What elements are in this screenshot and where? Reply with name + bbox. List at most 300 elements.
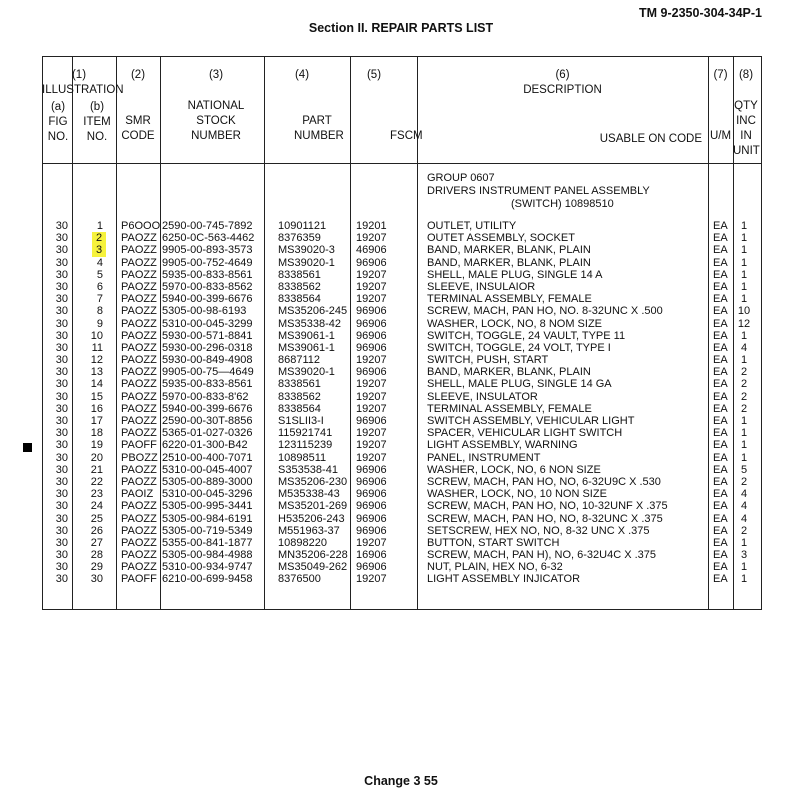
cell-fscm: 96906: [356, 475, 387, 488]
header-usable-on-code: USABLE ON CODE: [599, 133, 702, 145]
cell-um: EA: [713, 268, 728, 281]
cell-item: 9: [96, 317, 103, 330]
table-row: [0, 573, 802, 585]
cell-smr: PAOZZ: [121, 366, 157, 379]
cell-item: 8: [96, 305, 103, 318]
cell-um: EA: [713, 415, 728, 427]
page-footer: Change 3 55: [364, 774, 438, 788]
cell-desc: SCREW, MACH, PAN HO, NO, 8-32UNC X .375: [427, 512, 663, 525]
cell-fig: 30: [55, 451, 68, 464]
header-col4-number: (4): [294, 69, 310, 81]
cell-um: EA: [713, 317, 728, 330]
cell-fscm: 19207: [356, 390, 387, 403]
cell-part: MS35338-42: [278, 317, 341, 330]
cell-fig: 30: [55, 561, 68, 574]
cell-qty: 1: [740, 329, 748, 342]
cell-qty: 1: [740, 220, 748, 232]
cell-smr: PAOZZ: [121, 463, 157, 476]
cell-qty: 1: [740, 573, 748, 586]
cell-item: 30: [90, 573, 103, 586]
cell-qty: 10: [737, 305, 751, 318]
header-fig-line2: NO.: [47, 131, 69, 143]
cell-qty: 1: [740, 232, 748, 245]
cell-fscm: 96906: [356, 366, 387, 379]
cell-part: 8338562: [278, 390, 321, 403]
cell-item: 15: [90, 390, 103, 403]
cell-desc: OUTLET, UTILITY: [427, 220, 517, 232]
header-fscm: [350, 68, 423, 144]
cell-qty: 4: [740, 341, 748, 354]
header-fig: [44, 100, 72, 145]
cell-um: EA: [713, 451, 728, 464]
cell-fig: 30: [55, 341, 68, 354]
table-row: [0, 391, 802, 403]
cell-desc: WASHER, LOCK, NO, 8 NOM SIZE: [427, 317, 603, 330]
table-row: [0, 257, 802, 269]
cell-item: 20: [90, 451, 103, 464]
cell-part: MS35201-269: [278, 500, 348, 513]
cell-smr: PAOZZ: [121, 524, 157, 537]
header-part-line1: PART: [302, 115, 332, 127]
cell-fig: 30: [55, 415, 68, 427]
cell-qty: 1: [740, 536, 748, 549]
document-id: TM 9-2350-304-34P-1: [639, 6, 762, 20]
cell-item: 12: [90, 354, 103, 367]
cell-part: MS35206-245: [278, 305, 348, 318]
cell-part: S1SLII3-I: [278, 415, 324, 427]
table-row: [0, 269, 802, 281]
cell-qty: 1: [740, 451, 748, 464]
cell-nsn: 5970-00-833-8'62: [162, 390, 249, 403]
cell-fig: 30: [55, 354, 68, 367]
cell-desc: BUTTON, START SWITCH: [427, 536, 560, 549]
cell-item: 16: [90, 402, 103, 415]
cell-smr: PAOZZ: [121, 475, 157, 488]
group-heading: [427, 172, 650, 211]
header-nsn-line3: NUMBER: [191, 130, 241, 142]
cell-item: 14: [90, 378, 103, 391]
cell-um: EA: [713, 366, 728, 379]
cell-desc: SHELL, MALE PLUG, SINGLE 14 GA: [427, 378, 612, 391]
cell-um: EA: [713, 256, 728, 269]
cell-um: EA: [713, 232, 728, 245]
table-row: [0, 281, 802, 293]
header-nsn-line2: STOCK: [196, 115, 236, 127]
cell-um: EA: [713, 561, 728, 574]
header-col8-number: (8): [738, 69, 754, 81]
group-subtitle: (SWITCH) 10898510: [511, 198, 614, 210]
table-row: [0, 244, 802, 256]
cell-item: 27: [90, 536, 103, 549]
cell-nsn: 5935-00-833-8561: [162, 268, 253, 281]
cell-fig: 30: [55, 390, 68, 403]
cell-um: EA: [713, 378, 728, 391]
cell-nsn: 5930-00-849-4908: [162, 354, 253, 367]
cell-nsn: 2590-00-30T-8856: [162, 415, 253, 427]
cell-fig: 30: [55, 378, 68, 391]
cell-fig: 30: [55, 293, 68, 306]
header-um-label: U/M: [709, 130, 732, 142]
cell-fscm: 96906: [356, 317, 387, 330]
cell-qty: 2: [740, 378, 748, 391]
cell-smr: PAOZZ: [121, 536, 157, 549]
header-col1a: (a): [50, 101, 66, 113]
cell-fig: 30: [55, 475, 68, 488]
cell-fscm: 96906: [356, 329, 387, 342]
cell-um: EA: [713, 402, 728, 415]
cell-desc: BAND, MARKER, BLANK, PLAIN: [427, 256, 591, 269]
cell-fig: 30: [55, 220, 68, 232]
cell-item: 2: [92, 232, 106, 244]
header-um: [708, 68, 733, 144]
cell-nsn: 9905-00-75—4649: [162, 366, 254, 379]
cell-desc: PANEL, INSTRUMENT: [427, 451, 541, 464]
table-row: [0, 403, 802, 415]
cell-qty: 1: [740, 280, 748, 293]
cell-um: EA: [713, 341, 728, 354]
cell-smr: PAOZZ: [121, 402, 157, 415]
cell-part: 10898220: [278, 536, 327, 549]
cell-qty: 12: [737, 317, 751, 330]
cell-qty: 1: [740, 256, 748, 269]
cell-part: 10898511: [278, 451, 327, 464]
cell-smr: PAOZZ: [121, 390, 157, 403]
cell-fig: 30: [55, 488, 68, 501]
cell-qty: 4: [740, 500, 748, 513]
cell-nsn: 2510-00-400-7071: [162, 451, 253, 464]
cell-qty: 1: [740, 354, 748, 367]
cell-smr: PAOZZ: [121, 549, 157, 562]
header-qty-line2: INC: [736, 115, 756, 127]
cell-smr: PAOZZ: [121, 244, 157, 257]
table-row: [0, 525, 802, 537]
header-smr-line1: SMR: [125, 115, 151, 127]
section-title: Section II. REPAIR PARTS LIST: [308, 21, 494, 35]
cell-qty: 1: [740, 427, 748, 440]
cell-part: 8338564: [278, 293, 321, 306]
header-col6-number: (6): [555, 69, 570, 81]
table-row: [0, 513, 802, 525]
table-row: [0, 293, 802, 305]
cell-fscm: 19207: [356, 536, 387, 549]
cell-nsn: 5930-00-296-0318: [162, 341, 253, 354]
group-number: GROUP 0607: [427, 172, 495, 184]
table-row: [0, 378, 802, 390]
cell-item: 29: [90, 561, 103, 574]
cell-nsn: 5305-00-719-5349: [162, 524, 253, 537]
cell-smr: PAOZZ: [121, 232, 157, 245]
table-row: [0, 342, 802, 354]
cell-um: EA: [713, 293, 728, 306]
cell-fscm: 46906: [356, 244, 387, 257]
cell-part: MS39061-1: [278, 341, 335, 354]
cell-desc: SCREW, MACH, PAN H), NO, 6-32U4C X .375: [427, 549, 657, 562]
cell-um: EA: [713, 329, 728, 342]
cell-fscm: 19207: [356, 378, 387, 391]
cell-fscm: 19201: [356, 220, 387, 232]
header-item-line2: NO.: [86, 131, 108, 143]
cell-part: 8376359: [278, 232, 321, 245]
cell-fig: 30: [55, 536, 68, 549]
header-nsn-line1: NATIONAL: [187, 100, 245, 112]
cell-part: MS39020-3: [278, 244, 335, 257]
cell-fig: 30: [55, 329, 68, 342]
cell-part: MS39020-1: [278, 256, 335, 269]
cell-item: 18: [90, 427, 103, 440]
cell-um: EA: [713, 427, 728, 440]
cell-fig: 30: [55, 402, 68, 415]
cell-qty: 1: [740, 561, 748, 574]
cell-qty: 4: [740, 512, 748, 525]
cell-item: 19: [90, 439, 103, 452]
table-row: [0, 318, 802, 330]
cell-desc: SLEEVE, INSULAIOR: [427, 280, 536, 293]
table-row: [0, 464, 802, 476]
cell-part: 10901121: [278, 220, 327, 232]
cell-desc: SWITCH, TOGGLE, 24 VOLT, TYPE I: [427, 341, 611, 354]
cell-qty: 3: [740, 549, 748, 562]
cell-item: 10: [90, 329, 103, 342]
cell-nsn: 5310-00-045-3296: [162, 488, 253, 501]
cell-fig: 30: [55, 232, 68, 245]
cell-desc: SLEEVE, INSULATOR: [427, 390, 538, 403]
cell-smr: PAOZZ: [121, 378, 157, 391]
cell-item: 7: [96, 293, 103, 306]
cell-qty: 1: [740, 415, 748, 427]
cell-part: MN35206-228: [278, 549, 348, 562]
header-fscm-label: FSCM: [390, 130, 423, 142]
header-col1b: (b): [89, 101, 105, 113]
cell-desc: SCREW, MACH, PAN HO, NO. 8-32UNC X .500: [427, 305, 663, 318]
cell-desc: SPACER, VEHICULAR LIGHT SWITCH: [427, 427, 623, 440]
header-part-line2: NUMBER: [294, 130, 344, 142]
cell-fig: 30: [55, 524, 68, 537]
cell-fscm: 19207: [356, 293, 387, 306]
cell-um: EA: [713, 549, 728, 562]
cell-desc: SWITCH, TOGGLE, 24 VAULT, TYPE 11: [427, 329, 626, 342]
cell-nsn: 5310-00-045-3299: [162, 317, 253, 330]
cell-fscm: 19207: [356, 573, 387, 586]
cell-part: 8338562: [278, 280, 321, 293]
header-description: [417, 68, 708, 98]
cell-nsn: 5305-00-889-3000: [162, 475, 253, 488]
cell-nsn: 2590-00-745-7892: [162, 220, 253, 232]
cell-qty: 2: [740, 366, 748, 379]
cell-fscm: 19207: [356, 268, 387, 281]
cell-fig: 30: [55, 549, 68, 562]
cell-item: 17: [90, 415, 103, 427]
cell-qty: 4: [740, 488, 748, 501]
table-row: [0, 415, 802, 427]
cell-qty: 1: [740, 244, 748, 257]
cell-smr: PAOZZ: [121, 500, 157, 513]
table-row: [0, 366, 802, 378]
cell-desc: SCREW, MACH, PAN HO, NO, 10-32UNF X .375: [427, 500, 668, 513]
table-row: [0, 439, 802, 451]
cell-part: MS35206-230: [278, 475, 348, 488]
cell-fscm: 96906: [356, 256, 387, 269]
cell-part: 8338561: [278, 268, 321, 281]
table-row: [0, 305, 802, 317]
cell-nsn: 5935-00-833-8561: [162, 378, 253, 391]
cell-qty: 2: [740, 402, 748, 415]
cell-desc: LIGHT ASSEMBLY INJICATOR: [427, 573, 581, 586]
cell-um: EA: [713, 280, 728, 293]
cell-smr: PAOZZ: [121, 305, 157, 318]
cell-fscm: 96906: [356, 512, 387, 525]
header-nsn: [164, 68, 268, 144]
cell-um: EA: [713, 463, 728, 476]
cell-qty: 2: [740, 524, 748, 537]
cell-fscm: 96906: [356, 463, 387, 476]
cell-item: 21: [90, 463, 103, 476]
table-row: [0, 330, 802, 342]
cell-um: EA: [713, 244, 728, 257]
table-row: [0, 354, 802, 366]
group-title: DRIVERS INSTRUMENT PANEL ASSEMBLY: [427, 185, 650, 197]
header-qty: [733, 68, 759, 159]
cell-smr: PAOZZ: [121, 280, 157, 293]
cell-nsn: 5365-01-027-0326: [162, 427, 253, 440]
header-fig-line1: FIG: [48, 116, 68, 128]
cell-nsn: 5305-00-984-4988: [162, 549, 253, 562]
cell-nsn: 6210-00-699-9458: [162, 573, 253, 586]
cell-desc: WASHER, LOCK, NO, 6 NON SIZE: [427, 463, 601, 476]
cell-qty: 5: [740, 463, 748, 476]
cell-um: EA: [713, 305, 728, 318]
cell-desc: SETSCREW, HEX NO, NO, 8-32 UNC X .375: [427, 524, 650, 537]
header-col5-number: (5): [366, 69, 382, 81]
cell-smr: PAOIZ: [121, 488, 154, 501]
cell-um: EA: [713, 390, 728, 403]
cell-smr: PAOZZ: [121, 268, 157, 281]
cell-fscm: 19207: [356, 232, 387, 245]
header-col7-number: (7): [713, 69, 728, 81]
cell-smr: PAOZZ: [121, 427, 157, 440]
cell-item: 23: [90, 488, 103, 501]
cell-fscm: 19207: [356, 402, 387, 415]
cell-part: 123115239: [278, 439, 333, 452]
cell-fig: 30: [55, 463, 68, 476]
cell-item: 3: [92, 244, 106, 256]
cell-nsn: 5310-00-045-4007: [162, 463, 253, 476]
cell-part: M551963-37: [278, 524, 340, 537]
cell-nsn: 5305-00-984-6191: [162, 512, 253, 525]
cell-fig: 30: [55, 427, 68, 440]
table-row: [0, 476, 802, 488]
header-item-line1: ITEM: [83, 116, 111, 128]
cell-fig: 30: [55, 439, 68, 452]
cell-nsn: 5305-00-995-3441: [162, 500, 253, 513]
cell-nsn: 9905-00-893-3573: [162, 244, 253, 257]
cell-part: 8338561: [278, 378, 321, 391]
cell-um: EA: [713, 512, 728, 525]
cell-part: 8687112: [278, 354, 321, 367]
cell-fig: 30: [55, 268, 68, 281]
cell-smr: PAOFF: [121, 573, 157, 586]
table-row: [0, 549, 802, 561]
cell-um: EA: [713, 500, 728, 513]
cell-fig: 30: [55, 366, 68, 379]
cell-qty: 2: [740, 475, 748, 488]
cell-fscm: 19207: [356, 354, 387, 367]
cell-nsn: 5970-00-833-8562: [162, 280, 253, 293]
cell-fscm: 19207: [356, 280, 387, 293]
header-divider: [42, 163, 762, 164]
cell-fscm: 19207: [356, 427, 387, 440]
cell-um: EA: [713, 524, 728, 537]
cell-fscm: 96906: [356, 341, 387, 354]
cell-nsn: 9905-00-752-4649: [162, 256, 253, 269]
cell-part: MS35049-262: [278, 561, 348, 574]
header-desc-label: DESCRIPTION: [523, 84, 602, 96]
cell-desc: SWITCH ASSEMBLY, VEHICULAR LIGHT: [427, 415, 635, 427]
cell-desc: BAND, MARKER, BLANK, PLAIN: [427, 244, 591, 257]
cell-qty: 2: [740, 390, 748, 403]
cell-um: EA: [713, 220, 728, 232]
cell-item: 5: [96, 268, 103, 281]
cell-smr: P6OOO: [121, 220, 161, 232]
cell-fscm: 19207: [356, 451, 387, 464]
table-row: [0, 220, 802, 232]
cell-smr: PAOZZ: [121, 561, 157, 574]
cell-item: 25: [90, 512, 103, 525]
header-qty-line3: IN: [740, 130, 752, 142]
header-col3-number: (3): [208, 69, 224, 81]
cell-qty: 1: [740, 268, 748, 281]
cell-nsn: 5310-00-934-9747: [162, 561, 253, 574]
cell-smr: PAOZZ: [121, 256, 157, 269]
cell-smr: PAOFF: [121, 439, 157, 452]
cell-desc: WASHER, LOCK, NO, 10 NON SIZE: [427, 488, 607, 501]
cell-part: MS39020-1: [278, 366, 335, 379]
cell-smr: PAOZZ: [121, 415, 157, 427]
header-item: [80, 100, 114, 145]
table-row: [0, 452, 802, 464]
cell-desc: LIGHT ASSEMBLY, WARNING: [427, 439, 578, 452]
cell-item: 4: [96, 256, 103, 269]
cell-smr: PAOZZ: [121, 317, 157, 330]
header-smr: [116, 68, 160, 144]
cell-part: MS39061-1: [278, 329, 335, 342]
cell-fscm: 96906: [356, 500, 387, 513]
table-row: [0, 232, 802, 244]
cell-fig: 30: [55, 512, 68, 525]
cell-qty: 1: [740, 439, 748, 452]
cell-um: EA: [713, 439, 728, 452]
cell-desc: BAND, MARKER, BLANK, PLAIN: [427, 366, 591, 379]
cell-nsn: 5930-00-571-8841: [162, 329, 253, 342]
header-qty-line4: UNIT: [733, 145, 760, 157]
cell-nsn: 5305-00-98-6193: [162, 305, 247, 318]
cell-part: H535206-243: [278, 512, 345, 525]
cell-fscm: 19207: [356, 439, 387, 452]
cell-smr: PBOZZ: [121, 451, 158, 464]
cell-um: EA: [713, 488, 728, 501]
cell-um: EA: [713, 536, 728, 549]
cell-part: 8376500: [278, 573, 321, 586]
header-part: [264, 68, 344, 144]
cell-smr: PAOZZ: [121, 341, 157, 354]
cell-fig: 30: [55, 280, 68, 293]
cell-desc: NUT, PLAIN, HEX NO, 6-32: [427, 561, 563, 574]
cell-item: 1: [96, 220, 103, 232]
header-illustration: ILLUSTRATION: [42, 84, 124, 96]
cell-smr: PAOZZ: [121, 329, 157, 342]
cell-desc: OUTET ASSEMBLY, SOCKET: [427, 232, 575, 245]
header-col1-number: (1): [71, 69, 87, 81]
cell-fig: 30: [55, 573, 68, 586]
